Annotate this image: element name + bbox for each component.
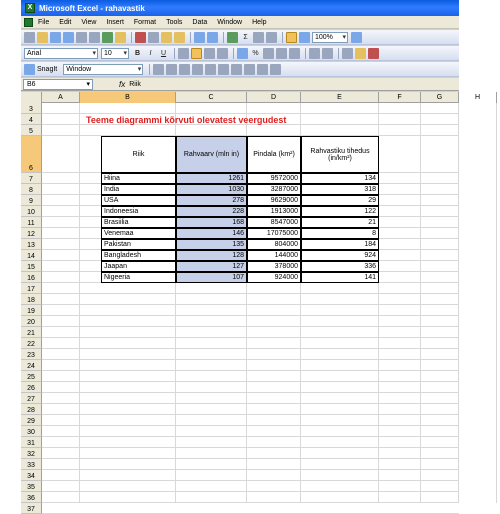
window-title: Microsoft Excel - rahavastik (39, 3, 145, 13)
row-header-13[interactable]: 13 (21, 239, 42, 250)
cell-country[interactable]: Pakistan (101, 239, 176, 250)
spelling-icon[interactable] (102, 32, 113, 43)
separator (190, 32, 191, 43)
header-area[interactable]: Pindala (km²) (247, 136, 301, 173)
row-header-15[interactable]: 15 (21, 261, 42, 272)
cell-country[interactable]: Nigeeria (101, 272, 176, 283)
insert-function-icon[interactable]: fx (119, 79, 126, 89)
cell-population[interactable]: 1030 (176, 184, 247, 195)
row-header-35[interactable]: 35 (21, 481, 42, 492)
cell-country[interactable]: USA (101, 195, 176, 206)
header-density[interactable] (301, 136, 379, 173)
autosum-icon[interactable]: Σ (243, 33, 248, 41)
excel-window (21, 0, 481, 513)
cell-population[interactable]: 278 (176, 195, 247, 206)
separator (233, 48, 234, 59)
paste-icon[interactable] (161, 32, 172, 43)
drawing-icon[interactable] (299, 32, 310, 43)
row-header-11[interactable]: 11 (21, 217, 42, 228)
format-painter-icon[interactable] (174, 32, 185, 43)
column-header-f[interactable]: F (379, 92, 421, 103)
options-icon[interactable] (270, 64, 281, 75)
chart-wizard-icon[interactable] (286, 32, 297, 43)
copy-icon[interactable] (148, 32, 159, 43)
worksheet-grid[interactable] (21, 92, 481, 513)
font-color-icon[interactable] (368, 48, 379, 59)
row-header-20[interactable]: 20 (21, 316, 42, 327)
sort-ascending-icon[interactable] (253, 32, 264, 43)
row-header-21[interactable]: 21 (21, 327, 42, 338)
hyperlink-icon[interactable] (227, 32, 238, 43)
bold-button[interactable]: B (134, 49, 141, 57)
cell-density[interactable]: 134 (301, 173, 379, 184)
formula-input[interactable]: Riik (129, 80, 141, 88)
snagit-button-label[interactable]: SnagIt (37, 65, 58, 73)
cell-population[interactable]: 135 (176, 239, 247, 250)
gridline (42, 425, 459, 426)
standard-toolbar (21, 30, 459, 45)
cell-country[interactable]: Hiina (101, 173, 176, 184)
row-header-12[interactable]: 12 (21, 228, 42, 239)
row-header-7[interactable]: 7 (21, 173, 42, 184)
by-row-icon[interactable] (218, 64, 229, 75)
cell-country[interactable]: Bangladesh (101, 250, 176, 261)
open-icon[interactable] (37, 32, 48, 43)
separator (131, 32, 132, 43)
row-header-27[interactable]: 27 (21, 393, 42, 404)
gridline (42, 337, 459, 338)
separator (282, 32, 283, 43)
gridline (42, 326, 459, 327)
header-country[interactable]: Riik (101, 136, 176, 173)
gridline (42, 480, 459, 481)
row-header-18[interactable]: 18 (21, 294, 42, 305)
column-header-a[interactable]: A (42, 92, 80, 103)
separator (305, 48, 306, 59)
cell-area[interactable]: 144000 (247, 250, 301, 261)
chart-object-icon[interactable] (153, 64, 164, 75)
row-header-3[interactable]: 3 (21, 103, 42, 114)
angle-text-up-icon[interactable] (257, 64, 268, 75)
cell-area[interactable]: 1913000 (247, 206, 301, 217)
cell-density[interactable]: 122 (301, 206, 379, 217)
menu-item-insert[interactable]: Insert (106, 18, 124, 26)
gridline (42, 491, 459, 492)
cut-icon[interactable] (135, 32, 146, 43)
cell-area[interactable]: 9572000 (247, 173, 301, 184)
gridline (42, 403, 459, 404)
research-icon[interactable] (115, 32, 126, 43)
menu-item-edit[interactable]: Edit (59, 18, 72, 26)
cell-population[interactable]: 1261 (176, 173, 247, 184)
gridline (42, 447, 459, 448)
row-header-36[interactable]: 36 (21, 492, 42, 503)
cell-density[interactable]: 21 (301, 217, 379, 228)
cell-country[interactable]: Venemaa (101, 228, 176, 239)
row-header-17[interactable]: 17 (21, 283, 42, 294)
excel-app-icon: X (25, 3, 35, 13)
cell-population[interactable]: 146 (176, 228, 247, 239)
borders-icon[interactable] (342, 48, 353, 59)
cell-country[interactable]: Brasiilia (101, 217, 176, 228)
data-table-icon[interactable] (205, 64, 216, 75)
cell-population[interactable]: 168 (176, 217, 247, 228)
gridline (42, 315, 459, 316)
title-bar (21, 0, 459, 16)
print-icon[interactable] (76, 32, 87, 43)
cell-density[interactable]: 318 (301, 184, 379, 195)
row-header-32[interactable]: 32 (21, 448, 42, 459)
undo-icon[interactable] (194, 32, 205, 43)
cell-country[interactable]: India (101, 184, 176, 195)
name-box[interactable]: B6 ▾ (23, 79, 93, 90)
gridline (42, 304, 459, 305)
row-header-23[interactable]: 23 (21, 349, 42, 360)
menu-item-view[interactable]: View (81, 18, 97, 26)
snagit-mode-select[interactable]: Window ▾ (63, 64, 143, 75)
header-population[interactable]: Rahvaarv (mln in) (176, 136, 247, 173)
gridline (42, 436, 459, 437)
angle-text-down-icon[interactable] (244, 64, 255, 75)
menu-bar (21, 16, 459, 29)
chart-type-icon[interactable] (179, 64, 190, 75)
cell-country[interactable]: Indoneesia (101, 206, 176, 217)
row-header-34[interactable]: 34 (21, 470, 42, 481)
underline-button[interactable]: U (160, 49, 167, 57)
cell-density[interactable]: 184 (301, 239, 379, 250)
cell-area[interactable]: 17075000 (247, 228, 301, 239)
decrease-indent-icon[interactable] (309, 48, 320, 59)
row-header-33[interactable]: 33 (21, 459, 42, 470)
menu-item-tools[interactable]: Tools (166, 18, 183, 26)
row-header-31[interactable]: 31 (21, 437, 42, 448)
fill-color-icon[interactable] (355, 48, 366, 59)
row-header-8[interactable]: 8 (21, 184, 42, 195)
gridline (420, 103, 421, 503)
separator (174, 48, 175, 59)
separator (149, 64, 150, 75)
print-preview-icon[interactable] (89, 32, 100, 43)
row-header-37[interactable]: 37 (21, 503, 42, 514)
cell-area[interactable]: 8547000 (247, 217, 301, 228)
percent-button[interactable]: % (252, 49, 259, 57)
snagit-icon[interactable] (24, 64, 35, 75)
row-header-28[interactable]: 28 (21, 404, 42, 415)
cell-density[interactable]: 336 (301, 261, 379, 272)
help-icon[interactable] (351, 32, 362, 43)
header-density-density_line1: Rahvastiku tihedus (310, 147, 370, 155)
cell-area[interactable]: 924000 (247, 272, 301, 283)
formatting-toolbar (21, 46, 459, 61)
row-header-5[interactable]: 5 (21, 125, 42, 136)
align-left-icon[interactable] (178, 48, 189, 59)
row-header-29[interactable]: 29 (21, 415, 42, 426)
menu-item-help[interactable]: Help (252, 18, 267, 26)
font-size-select[interactable]: 10 ▾ (101, 48, 129, 59)
column-header-d[interactable]: D (247, 92, 301, 103)
menu-item-format[interactable]: Format (133, 18, 157, 26)
gridline (42, 359, 459, 360)
menu-item-data[interactable]: Data (192, 18, 208, 26)
cell-country[interactable]: Jaapan (101, 261, 176, 272)
comma-style-icon[interactable] (263, 48, 274, 59)
increase-decimal-icon[interactable] (276, 48, 287, 59)
column-header-b[interactable]: B (80, 92, 176, 103)
redo-icon[interactable] (207, 32, 218, 43)
header-density-density_line2: (in/km²) (328, 154, 352, 162)
cell-population[interactable]: 228 (176, 206, 247, 217)
cell-density[interactable]: 8 (301, 228, 379, 239)
separator (223, 32, 224, 43)
select-all-corner[interactable] (21, 92, 42, 103)
gridline (42, 502, 459, 503)
row-header-9[interactable]: 9 (21, 195, 42, 206)
italic-button[interactable]: I (149, 49, 152, 57)
gridline (42, 370, 459, 371)
cell-area[interactable]: 804000 (247, 239, 301, 250)
cell-area[interactable]: 378000 (247, 261, 301, 272)
align-center-icon[interactable] (191, 48, 202, 59)
cell-density[interactable]: 29 (301, 195, 379, 206)
legend-icon[interactable] (192, 64, 203, 75)
gridline (42, 381, 459, 382)
cell-area[interactable]: 9629000 (247, 195, 301, 206)
cell-density[interactable]: 141 (301, 272, 379, 283)
permission-icon[interactable] (63, 32, 74, 43)
menu-item-file[interactable]: File (38, 18, 50, 26)
cell-area[interactable]: 3287000 (247, 184, 301, 195)
column-headers (21, 92, 481, 103)
decrease-decimal-icon[interactable] (289, 48, 300, 59)
row-header-25[interactable]: 25 (21, 371, 42, 382)
cell-population[interactable]: 128 (176, 250, 247, 261)
new-icon[interactable] (24, 32, 35, 43)
row-header-26[interactable]: 26 (21, 382, 42, 393)
gridline (42, 348, 459, 349)
cell-population[interactable]: 127 (176, 261, 247, 272)
gridline (42, 414, 459, 415)
gridline (42, 392, 459, 393)
workbook-icon[interactable] (24, 18, 33, 27)
sort-descending-icon[interactable] (266, 32, 277, 43)
row-header-30[interactable]: 30 (21, 426, 42, 437)
row-header-10[interactable]: 10 (21, 206, 42, 217)
cell-density[interactable]: 924 (301, 250, 379, 261)
snagit-toolbar (21, 62, 459, 77)
gridline (458, 103, 459, 503)
column-header-e[interactable]: E (301, 92, 379, 103)
row-header-22[interactable]: 22 (21, 338, 42, 349)
row-header-4[interactable]: 4 (21, 114, 42, 125)
gridline (42, 293, 459, 294)
column-header-h[interactable]: H (459, 92, 497, 103)
row-header-14[interactable]: 14 (21, 250, 42, 261)
increase-indent-icon[interactable] (322, 48, 333, 59)
font-name-select[interactable]: Arial ▾ (24, 48, 98, 59)
zoom-select[interactable]: 100% ▾ (312, 32, 348, 43)
sheet-title-cell[interactable]: Teeme diagrammi kõrvuti olevatest veergudest (86, 114, 287, 125)
save-icon[interactable] (50, 32, 61, 43)
formula-bar (21, 78, 459, 91)
align-right-icon[interactable] (204, 48, 215, 59)
currency-icon[interactable] (237, 48, 248, 59)
by-column-icon[interactable] (231, 64, 242, 75)
column-header-g[interactable]: G (421, 92, 459, 103)
row-header-19[interactable]: 19 (21, 305, 42, 316)
row-header-6[interactable]: 6 (21, 136, 42, 173)
menu-item-window[interactable]: Window (217, 18, 243, 26)
gridline (42, 469, 459, 470)
row-header-24[interactable]: 24 (21, 360, 42, 371)
column-header-c[interactable]: C (176, 92, 247, 103)
format-chart-icon[interactable] (166, 64, 177, 75)
gridline (42, 458, 459, 459)
merge-center-icon[interactable] (217, 48, 228, 59)
gridline (496, 103, 497, 503)
separator (338, 48, 339, 59)
gridline (79, 103, 80, 503)
cell-population[interactable]: 107 (176, 272, 247, 283)
row-header-16[interactable]: 16 (21, 272, 42, 283)
